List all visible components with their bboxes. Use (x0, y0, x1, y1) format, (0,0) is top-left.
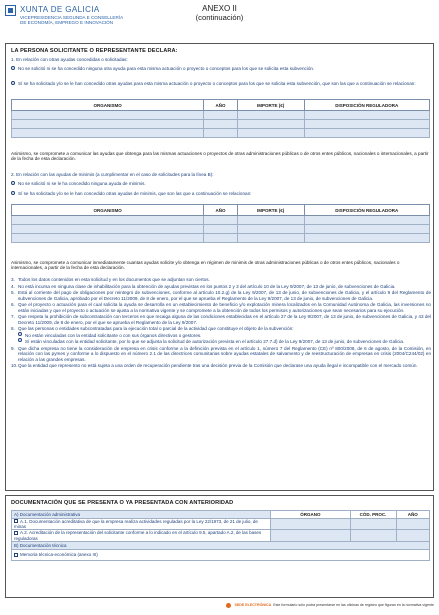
item8-option-no[interactable]: No están vinculadas con la entidad solicitante o con sus órganos directivos o gestores. (18, 333, 431, 338)
footer-brand: SEDE ELECTRÓNICA (234, 603, 272, 608)
list-item: 9. Que dicha empresa no tiene la consideración de empresa en crisis conforme a la definición prevista en el artículo 1, número 7 del Reglamento (CE) nº 800/2008, de 6 de agosto, de la Comisión, en relación con las pymes y conforme a lo dispuesto en el número 2.1 de las directrices comunitarias sobre ayudas estatales de salvamento y de reestructuración de empresas en crisis (2004/C244/02) en relación a las grandes empresas. (11, 345, 431, 362)
list-item: 7. Que respeta la prohibición de subcontratación con terceros en que recaiga alguna de las condiciones establecidas en el artículo 27 de la Ley 9/2007, de 13 de junio, de subvenciones de Galicia, y 43 del Decreto 11/2009, de 8 de enero, por el que se aprueba el Reglamento de la Ley 9/2007. (11, 314, 431, 325)
table-row (12, 530, 430, 541)
table-row (12, 549, 430, 560)
annex-heading: ANEXO II (202, 4, 237, 13)
radio-icon[interactable] (11, 191, 15, 195)
list-item: 10. Que la entidad que represento no está sujeta a una orden de recuperación pendiente tras una decisión previa de la Comisión que declarase una ayuda ilegal e incompatible con el mercado común. (11, 363, 418, 369)
question-2: 2. En relación con las ayudas de minimis (a cumplimentar en el caso de solicitudes para la línea B): (11, 172, 214, 177)
checkbox-icon[interactable] (14, 519, 18, 523)
col-ano: AÑO (396, 511, 429, 519)
col-disposicion: DISPOSICIÓN REGULADORA (304, 205, 429, 216)
declarations-list (11, 277, 431, 370)
doc-item-a2[interactable]: A.2. Acreditación de la representación del solicitante conforme a lo indicado en el artículo 9.5, apartado A.2, de las bases reguladoras (12, 530, 271, 541)
minimis-aid-table (11, 204, 430, 243)
q2-option-yes[interactable] (11, 191, 430, 196)
doc-item-a1[interactable]: A.1. Documentación acreditativa de que la empresa realiza actividades reguladas por la Ley 22/1973, de 21 de julio, de minas (12, 519, 271, 530)
radio-icon[interactable] (11, 81, 15, 85)
logo-subtitle: VICEPRESIDENCIA SEGUNDA E CONSELLERÍA DE ECONOMÍA, EMPREGO E INNOVACIÓN (20, 15, 123, 26)
col-organismo: ORGANISMO (12, 205, 204, 216)
checkbox-icon[interactable] (14, 531, 18, 535)
annex-title (0, 4, 439, 22)
list-item: 3. Todos los datos contenidos en esta solicitud y en los documentos que se adjuntan son ciertos. (11, 277, 210, 282)
radio-icon[interactable] (11, 66, 15, 70)
question-1: 1. En relación con otras ayudas concedidas o solicitadas: (11, 57, 128, 62)
footer (226, 603, 434, 608)
documentation-section (5, 495, 434, 598)
list-item: 5. Está al corriente del pago de obligaciones por reintegro de subvenciones, conforme al artículo 10.2.g) de la Ley 9/2007, de 13 de junio, de subvenciones de Galicia, y el artículo 9 del Reglamento de subvenciones de Galicia, aprobado por el Decreto 11/2009, de 8 de enero, por el que se aprueba el Reglamento de la Ley 9/2007, de 13 de junio, de subvenciones de Galicia. (11, 290, 431, 301)
radio-icon[interactable] (18, 332, 22, 336)
documentation-table (11, 510, 430, 561)
table-row (12, 519, 430, 530)
asimismo-paragraph-2: Asimismo, se compromete a comunicar inmediatamente cuantas ayudas solicite y/o obtenga en régimen de minimis de otras administraciones públicas o de otros entes públicos, nacionales o internacionales, a partir de la fecha de esta declaración. (11, 260, 400, 271)
col-cod-proc: CÓD. PROC. (350, 511, 396, 519)
col-importe: IMPORTE (€) (237, 205, 304, 216)
list-item: 4. No está incursa en ninguna clase de inhabilitación para la obtención de ayudas previstas en los puntos 2 y 3 del artículo 10 de la Ley 9/2007, de 13 de junio, de subvenciones de Galicia. (11, 283, 396, 289)
annex-subtitle: (continuación) (195, 13, 244, 22)
q2-option-no[interactable] (11, 181, 430, 186)
group-a-header: A) Documentación administrativa (12, 511, 271, 519)
table-row (12, 225, 430, 234)
table-row (12, 234, 430, 243)
doc-item-b1[interactable]: Memoria técnica-económica (anexo III) (12, 549, 430, 560)
group-b-header: B) Documentación técnica (12, 541, 430, 549)
list-item: 6. Que el proyecto o actuación para el cual solicita la ayuda se desarrolla en un establecimiento de beneficio y/o explotación minera localizados en la Comunidad Autónoma de Galicia, las inversiones no están iniciadas y que el proyecto o actuación se ajusta a la normativa vigente y se compromete a la obtención de todos los permisos y autorizaciones que sean necesarios para su ejecución. (11, 302, 431, 313)
col-organismo: ORGANISMO (12, 100, 204, 111)
declaration-title: LA PERSONA SOLICITANTE O REPRESENTANTE DECLARA: (11, 48, 178, 54)
radio-icon[interactable] (11, 181, 15, 185)
q1-option-yes[interactable] (11, 81, 430, 86)
col-ano: AÑO (204, 100, 237, 111)
other-aid-table (11, 99, 430, 138)
table-row (12, 129, 430, 138)
declaration-section (5, 43, 434, 491)
asimismo-paragraph-1: Asimismo, se compromete a comunicar las ayudas que obtenga para las mismas actuaciones o proyectos de otras administraciones públicas o de otros entes públicos, nacionales o internacionales, a partir de la fecha de esta declaración. (11, 151, 429, 162)
col-ano: AÑO (204, 205, 237, 216)
item8-option-yes[interactable]: Sí están vinculadas con la entidad solicitante, por lo que se adjunta la solicitud de autorización prevista en el artículo 27.7.d) de la Ley 9/2007, de 13 de junio, de subvenciones de Galicia. (18, 339, 431, 344)
documentation-title: DOCUMENTACIÓN QUE SE PRESENTA O YA PRESENTADA CON ANTERIORIDAD (11, 500, 234, 506)
col-disposicion: DISPOSICIÓN REGULADORA (304, 100, 429, 111)
q1-option-no[interactable] (11, 66, 430, 71)
table-row (12, 120, 430, 129)
col-importe: IMPORTE (€) (237, 100, 304, 111)
list-item: 8. Que las personas o entidades subcontratadas para la ejecución total o parcial de la actividad que constituye el objeto de la subvención: (11, 326, 294, 332)
logo-name: XUNTA DE GALICIA (20, 5, 100, 14)
checkbox-icon[interactable] (14, 553, 18, 557)
q2-option-yes-label: Sí se ha solicitado y/o se le han concedido otras ayudas de minimis, que son las que a continuación se relacionan: (18, 191, 252, 196)
table-row (12, 111, 430, 120)
radio-icon[interactable] (18, 338, 22, 342)
col-organo: ÓRGANO (271, 511, 350, 519)
q2-option-no-label: No se solicitó ni se le ha concedido ninguna ayuda de minimis. (18, 181, 146, 186)
table-row (12, 216, 430, 225)
q1-option-yes-label: Sí se ha solicitado y/o se le han concedido otras ayudas para esta misma actuación o proyecto o conceptos para los que se solicita esta subvención, que son las que a continuación se relacionan: (18, 81, 416, 86)
sede-electronica-icon (226, 603, 231, 608)
footer-text: Este formulario sólo podrá presentarse en las oficinas de registro que figuran en la normativa vigente (273, 603, 434, 608)
q1-option-no-label: No se solicitó ni se ha concedido ninguna otra ayuda para esta misma actuación o proyecto o conceptos para los que se solicita esta subvención. (18, 66, 315, 71)
